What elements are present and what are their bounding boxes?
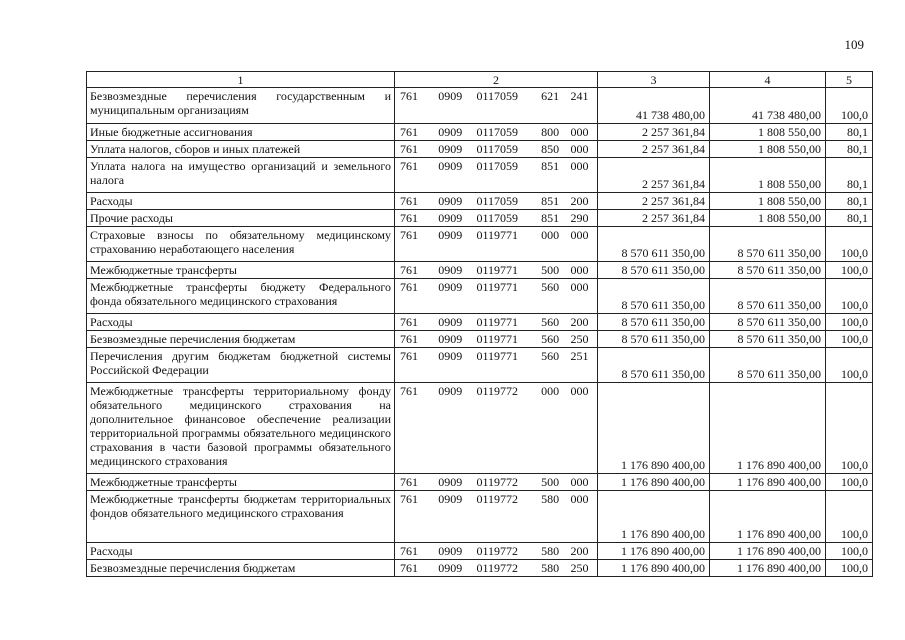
section-code: 0909 [438,280,463,294]
table-row [87,543,873,560]
operation-code: 000 [570,142,589,156]
table-header [87,72,873,88]
table-row [87,331,873,348]
execution-percent-cell: 100,0 [826,383,873,474]
ministry-code: 761 [400,263,418,277]
expense-type-code: 000 [541,384,560,398]
budget-code-group [400,263,594,277]
executed-amount-cell: 8 570 611 350,00 [710,331,826,348]
row-name-cell: Межбюджетные трансферты [87,262,395,279]
budget-code-group [400,332,594,346]
approved-amount-cell: 1 176 890 400,00 [598,543,710,560]
operation-code: 200 [570,315,589,329]
section-code: 0909 [438,544,463,558]
approved-amount-cell: 2 257 361,84 [598,124,710,141]
executed-amount-cell: 1 808 550,00 [710,193,826,210]
execution-percent-cell: 100,0 [826,543,873,560]
target-article-code: 0117059 [476,125,518,139]
row-name-cell: Уплата налогов, сборов и иных платежей [87,141,395,158]
execution-percent-cell: 80,1 [826,158,873,193]
header-col-3: 3 [598,72,710,88]
expense-type-code: 621 [541,89,560,103]
target-article-code: 0119772 [476,561,518,575]
operation-code: 000 [570,384,589,398]
budget-code-group [400,492,594,506]
section-code: 0909 [438,475,463,489]
execution-percent-cell: 80,1 [826,141,873,158]
section-code: 0909 [438,384,463,398]
expense-type-code: 560 [541,332,560,346]
budget-code-group [400,475,594,489]
table-row [87,560,873,577]
executed-amount-cell: 1 176 890 400,00 [710,543,826,560]
approved-amount-cell: 2 257 361,84 [598,141,710,158]
expense-type-code: 500 [541,263,560,277]
table-row [87,141,873,158]
approved-amount-cell: 1 176 890 400,00 [598,560,710,577]
target-article-code: 0119771 [476,349,518,363]
executed-amount-cell: 1 176 890 400,00 [710,560,826,577]
row-name-cell: Иные бюджетные ассигнования [87,124,395,141]
table-row [87,474,873,491]
ministry-code: 761 [400,561,418,575]
ministry-code: 761 [400,492,418,506]
executed-amount-cell: 1 808 550,00 [710,210,826,227]
row-name-cell: Межбюджетные трансферты территориальному фонду обязательного медицинского страхования на дополнительное финансовое обеспечение реализации территориальной программы обязательного медицинского страхования в части базовой программы обязательного медицинского страхования [87,383,395,474]
ministry-code: 761 [400,211,418,225]
target-article-code: 0117059 [476,89,518,103]
executed-amount-cell: 8 570 611 350,00 [710,227,826,262]
operation-code: 251 [570,349,589,363]
budget-code-group [400,349,594,363]
expense-type-code: 560 [541,349,560,363]
ministry-code: 761 [400,142,418,156]
row-codes-cell [395,543,598,560]
row-name-cell: Межбюджетные трансферты [87,474,395,491]
target-article-code: 0119772 [476,544,518,558]
row-name-cell: Расходы [87,543,395,560]
table-row [87,158,873,193]
expense-type-code: 850 [541,142,560,156]
row-name-cell: Безвозмездные перечисления бюджетам [87,331,395,348]
table-row [87,227,873,262]
target-article-code: 0117059 [476,159,518,173]
approved-amount-cell: 1 176 890 400,00 [598,491,710,543]
row-codes-cell [395,124,598,141]
execution-percent-cell: 80,1 [826,193,873,210]
executed-amount-cell: 1 176 890 400,00 [710,491,826,543]
ministry-code: 761 [400,475,418,489]
target-article-code: 0117059 [476,194,518,208]
row-codes-cell [395,314,598,331]
ministry-code: 761 [400,332,418,346]
expense-type-code: 800 [541,125,560,139]
row-name-cell: Безвозмездные перечисления государственным и муниципальным организациям [87,88,395,124]
target-article-code: 0119771 [476,228,518,242]
operation-code: 290 [570,211,589,225]
execution-percent-cell: 100,0 [826,262,873,279]
budget-code-group [400,89,594,103]
section-code: 0909 [438,315,463,329]
row-codes-cell [395,331,598,348]
executed-amount-cell: 1 176 890 400,00 [710,474,826,491]
executed-amount-cell: 41 738 480,00 [710,88,826,124]
table-row [87,383,873,474]
target-article-code: 0119772 [476,492,518,506]
expense-type-code: 851 [541,211,560,225]
budget-code-group [400,142,594,156]
budget-code-group [400,280,594,294]
expense-type-code: 560 [541,280,560,294]
row-codes-cell [395,262,598,279]
table-row [87,88,873,124]
ministry-code: 761 [400,125,418,139]
section-code: 0909 [438,125,463,139]
approved-amount-cell: 8 570 611 350,00 [598,348,710,383]
operation-code: 200 [570,194,589,208]
executed-amount-cell: 1 808 550,00 [710,158,826,193]
table-row [87,279,873,314]
section-code: 0909 [438,492,463,506]
ministry-code: 761 [400,349,418,363]
approved-amount-cell: 8 570 611 350,00 [598,279,710,314]
target-article-code: 0119772 [476,384,518,398]
executed-amount-cell: 8 570 611 350,00 [710,314,826,331]
row-name-cell: Межбюджетные трансферты бюджету Федерального фонда обязательного медицинского страхования [87,279,395,314]
row-codes-cell [395,210,598,227]
table-body [87,88,873,577]
row-codes-cell [395,279,598,314]
row-codes-cell [395,491,598,543]
budget-code-group [400,211,594,225]
operation-code: 000 [570,125,589,139]
row-codes-cell [395,158,598,193]
table-row [87,348,873,383]
target-article-code: 0117059 [476,142,518,156]
execution-percent-cell: 100,0 [826,491,873,543]
operation-code: 000 [570,159,589,173]
ministry-code: 761 [400,384,418,398]
execution-percent-cell: 100,0 [826,227,873,262]
row-name-cell: Расходы [87,314,395,331]
expense-type-code: 500 [541,475,560,489]
row-codes-cell [395,560,598,577]
row-codes-cell [395,88,598,124]
operation-code: 000 [570,228,589,242]
operation-code: 000 [570,263,589,277]
budget-code-group [400,561,594,575]
header-col-2: 2 [395,72,598,88]
expense-type-code: 580 [541,561,560,575]
budget-code-group [400,125,594,139]
row-codes-cell [395,474,598,491]
table-row [87,193,873,210]
section-code: 0909 [438,194,463,208]
operation-code: 250 [570,561,589,575]
budget-code-group [400,228,594,242]
header-col-4: 4 [710,72,826,88]
section-code: 0909 [438,332,463,346]
expense-type-code: 000 [541,228,560,242]
target-article-code: 0119771 [476,315,518,329]
approved-amount-cell: 1 176 890 400,00 [598,474,710,491]
budget-code-group [400,159,594,173]
execution-percent-cell: 100,0 [826,279,873,314]
execution-percent-cell: 100,0 [826,560,873,577]
row-name-cell: Прочие расходы [87,210,395,227]
budget-table [86,71,873,577]
approved-amount-cell: 2 257 361,84 [598,158,710,193]
target-article-code: 0119771 [476,332,518,346]
section-code: 0909 [438,263,463,277]
section-code: 0909 [438,228,463,242]
row-name-cell: Расходы [87,193,395,210]
section-code: 0909 [438,561,463,575]
executed-amount-cell: 8 570 611 350,00 [710,262,826,279]
execution-percent-cell: 100,0 [826,331,873,348]
budget-code-group [400,315,594,329]
approved-amount-cell: 8 570 611 350,00 [598,262,710,279]
expense-type-code: 851 [541,194,560,208]
target-article-code: 0119772 [476,475,518,489]
page-number: 109 [844,37,864,52]
table-row [87,210,873,227]
executed-amount-cell: 8 570 611 350,00 [710,279,826,314]
execution-percent-cell: 100,0 [826,348,873,383]
row-name-cell: Уплата налога на имущество организаций и земельного налога [87,158,395,193]
row-codes-cell [395,227,598,262]
row-codes-cell [395,193,598,210]
table-row [87,491,873,543]
execution-percent-cell: 100,0 [826,314,873,331]
section-code: 0909 [438,349,463,363]
section-code: 0909 [438,159,463,173]
ministry-code: 761 [400,315,418,329]
table-row [87,314,873,331]
execution-percent-cell: 100,0 [826,88,873,124]
operation-code: 241 [570,89,589,103]
budget-code-group [400,194,594,208]
executed-amount-cell: 8 570 611 350,00 [710,348,826,383]
expense-type-code: 580 [541,492,560,506]
approved-amount-cell: 8 570 611 350,00 [598,227,710,262]
row-name-cell: Страховые взносы по обязательному медицинскому страхованию неработающего населения [87,227,395,262]
approved-amount-cell: 2 257 361,84 [598,193,710,210]
approved-amount-cell: 2 257 361,84 [598,210,710,227]
execution-percent-cell: 100,0 [826,474,873,491]
ministry-code: 761 [400,228,418,242]
row-name-cell: Межбюджетные трансферты бюджетам территориальных фондов обязательного медицинского страхования [87,491,395,543]
budget-code-group [400,384,594,398]
table-row [87,262,873,279]
budget-code-group [400,544,594,558]
approved-amount-cell: 41 738 480,00 [598,88,710,124]
approved-amount-cell: 1 176 890 400,00 [598,383,710,474]
approved-amount-cell: 8 570 611 350,00 [598,314,710,331]
target-article-code: 0119771 [476,280,518,294]
target-article-code: 0119771 [476,263,518,277]
section-code: 0909 [438,211,463,225]
header-row [87,72,873,88]
expense-type-code: 560 [541,315,560,329]
row-name-cell: Безвозмездные перечисления бюджетам [87,560,395,577]
expense-type-code: 580 [541,544,560,558]
executed-amount-cell: 1 176 890 400,00 [710,383,826,474]
operation-code: 200 [570,544,589,558]
executed-amount-cell: 1 808 550,00 [710,141,826,158]
row-name-cell: Перечисления другим бюджетам бюджетной системы Российской Федерации [87,348,395,383]
ministry-code: 761 [400,159,418,173]
header-col-5: 5 [826,72,873,88]
operation-code: 000 [570,280,589,294]
ministry-code: 761 [400,194,418,208]
ministry-code: 761 [400,89,418,103]
row-codes-cell [395,383,598,474]
header-col-1: 1 [87,72,395,88]
row-codes-cell [395,141,598,158]
section-code: 0909 [438,142,463,156]
execution-percent-cell: 80,1 [826,124,873,141]
approved-amount-cell: 8 570 611 350,00 [598,331,710,348]
operation-code: 000 [570,492,589,506]
operation-code: 000 [570,475,589,489]
section-code: 0909 [438,89,463,103]
operation-code: 250 [570,332,589,346]
expense-type-code: 851 [541,159,560,173]
execution-percent-cell: 80,1 [826,210,873,227]
ministry-code: 761 [400,280,418,294]
executed-amount-cell: 1 808 550,00 [710,124,826,141]
ministry-code: 761 [400,544,418,558]
target-article-code: 0117059 [476,211,518,225]
table-row [87,124,873,141]
row-codes-cell [395,348,598,383]
